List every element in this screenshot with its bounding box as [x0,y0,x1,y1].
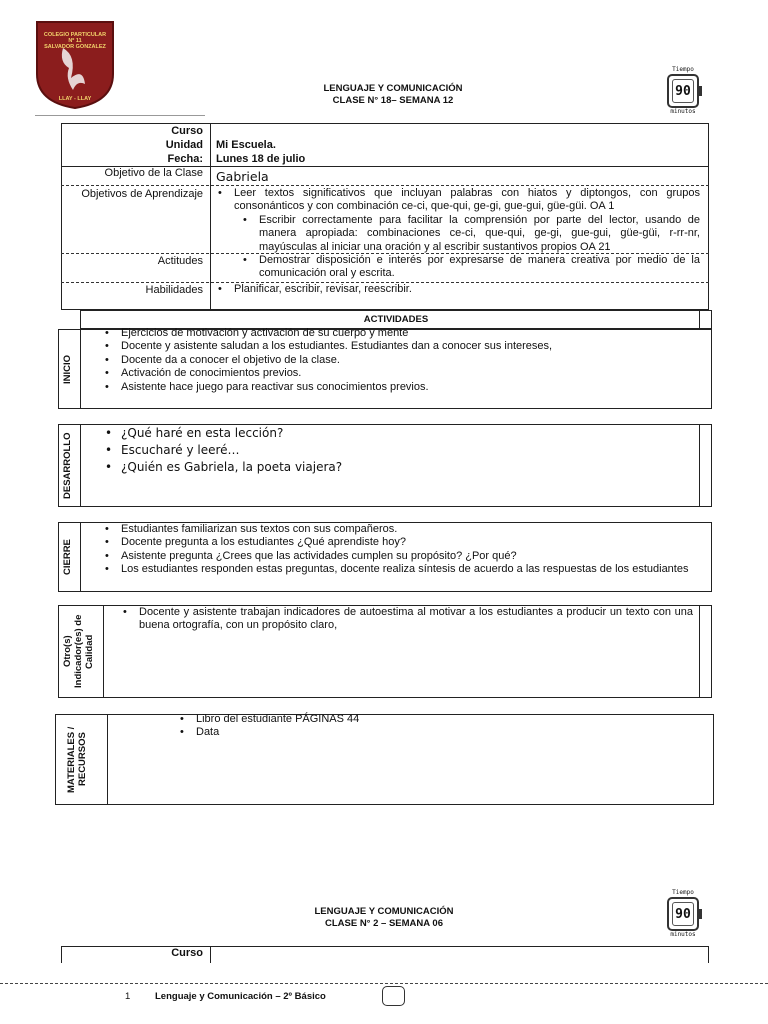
page-number: 1 [125,991,131,1002]
logo-text-4: LLAY - LLAY [58,96,92,102]
timer-value: 90 [672,79,694,103]
lesson-header [240,83,546,107]
inicio-label: INICIO [62,354,73,384]
dashed-divider [61,185,709,186]
footer-box-icon [382,986,405,1006]
list-item: • Data [174,726,660,739]
header-subtitle: CLASE N° 2 – SEMANA 06 [324,918,443,929]
cell-divider [80,329,81,409]
fecha-label: Fecha: [167,153,203,165]
curso-label: Curso [171,947,203,959]
divider [35,115,205,116]
oa-item: • Escribir correctamente para facilitar la comprensión por parte del lector, usando de manera apropiada: combinaciones ce-ci, que-qui, ge-gi, gue-gui, güe-güi, r-rr-nr, mayúsculas al iniciar una oración y al escribir sustantivos propios OA 21 [237,214,700,254]
info-labels [61,124,203,166]
unidad-value: Mi Escuela. [216,139,276,151]
timer-icon [663,889,703,939]
habilidades-label: Habilidades [145,284,203,296]
desarrollo-list [85,425,685,476]
list-item: • Escucharé y leeré… [99,442,685,459]
logo-text-3: SALVADOR GONZALEZ [44,44,106,50]
list-item: • Asistente pregunta ¿Crees que las actividades cumplen su propósito? ¿Por qué? [99,550,693,563]
list-item: • Docente y asistente trabajan indicadores de autoestima al motivar a los estudiantes a producir un texto con una buena ortografía, con un propósito claro, [117,606,693,633]
list-item: • Asistente hace juego para reactivar sus conocimientos previos. [99,381,695,394]
timer-value: 90 [672,902,694,926]
list-item: • ¿Quién es Gabriela, la poeta viajera? [99,459,685,476]
cell-divider [699,310,700,329]
habilidades-item: • Planificar, escribir, revisar, reescribir. [212,283,700,296]
cell-divider [107,714,108,805]
objetivo-value: Gabriela [216,169,269,184]
timer-top-label: Tiempo [672,889,694,896]
list-item: • Ejercicios de motivación y activación de su cuerpo y mente [99,327,695,340]
timer-top-label: Tiempo [672,66,694,73]
list-item: • Activación de conocimientos previos. [99,367,695,380]
list-item: • Docente y asistente saludan a los estudiantes. Estudiantes dan a conocer sus intereses, [99,340,695,353]
header-subtitle: CLASE N° 18– SEMANA 12 [332,95,454,106]
actividades-title: ACTIVIDADES [80,310,712,329]
timer-icon [663,66,703,116]
logo-text-2: Nº 11 [68,38,82,44]
header-title: LENGUAJE Y COMUNICACIÓN [314,906,454,917]
cell-divider [80,424,81,507]
list-item: • ¿Qué haré en esta lección? [99,425,685,442]
cierre-label: CIERRE [62,539,73,575]
list-item: • Docente da a conocer el objetivo de la clase. [99,354,695,367]
oa-list [212,187,700,254]
cierre-list [85,523,693,577]
timer-bottom-label: minutos [670,108,696,115]
info-values [216,138,305,166]
footer-text: Lenguaje y Comunicación – 2º Básico [155,991,326,1002]
list-item: • Libro del estudiante PÁGINAS 44 [174,713,660,726]
objetivo-label: Objetivo de la Clase [104,167,203,179]
oa-label: Objetivos de Aprendizaje [81,188,203,200]
list-item: • Docente pregunta a los estudiantes ¿Qué aprendiste hoy? [99,536,693,549]
list-item: • Los estudiantes responden estas preguntas, docente realiza síntesis de acuerdo a las respuestas de los estudiantes [99,563,693,576]
cell-divider [699,605,700,698]
cell-divider [699,424,700,507]
actitudes-label: Actitudes [157,255,203,267]
actitudes-list [212,254,700,281]
materiales-list [160,713,660,740]
unidad-label: Unidad [165,139,203,151]
page-break [0,983,768,984]
inicio-list [85,327,695,394]
oa-item: • Leer textos significativos que incluyan palabras con hiatos y diptongos, con grupos consonánticos y con combinación ce-ci, que-qui, ge-gi, gue-gui, güe-güi. OA 1 [212,187,700,214]
habilidades-list [212,283,700,296]
school-logo [33,18,117,110]
calidad-label: Otro(s) Indicador(es) de Calidad [62,614,95,689]
cell-divider [80,522,81,592]
logo-text-1: COLEGIO PARTICULAR [43,32,107,38]
fecha-value: Lunes 18 de julio [216,153,306,165]
curso-label: Curso [171,125,203,137]
calidad-list [103,606,693,633]
next-lesson-header [231,906,537,930]
cell-divider [210,946,211,963]
header-title: LENGUAJE Y COMUNICACIÓN [323,83,463,94]
actitudes-item: • Demostrar disposición e interés por expresarse de manera creativa por medio de la comunicación oral y escrita. [237,254,700,281]
list-item: • Estudiantes familiarizan sus textos con sus compañeros. [99,523,693,536]
timer-bottom-label: minutos [670,931,696,938]
materiales-label: MATERIALES / RECURSOS [66,726,88,793]
desarrollo-label: DESARROLLO [62,432,73,499]
